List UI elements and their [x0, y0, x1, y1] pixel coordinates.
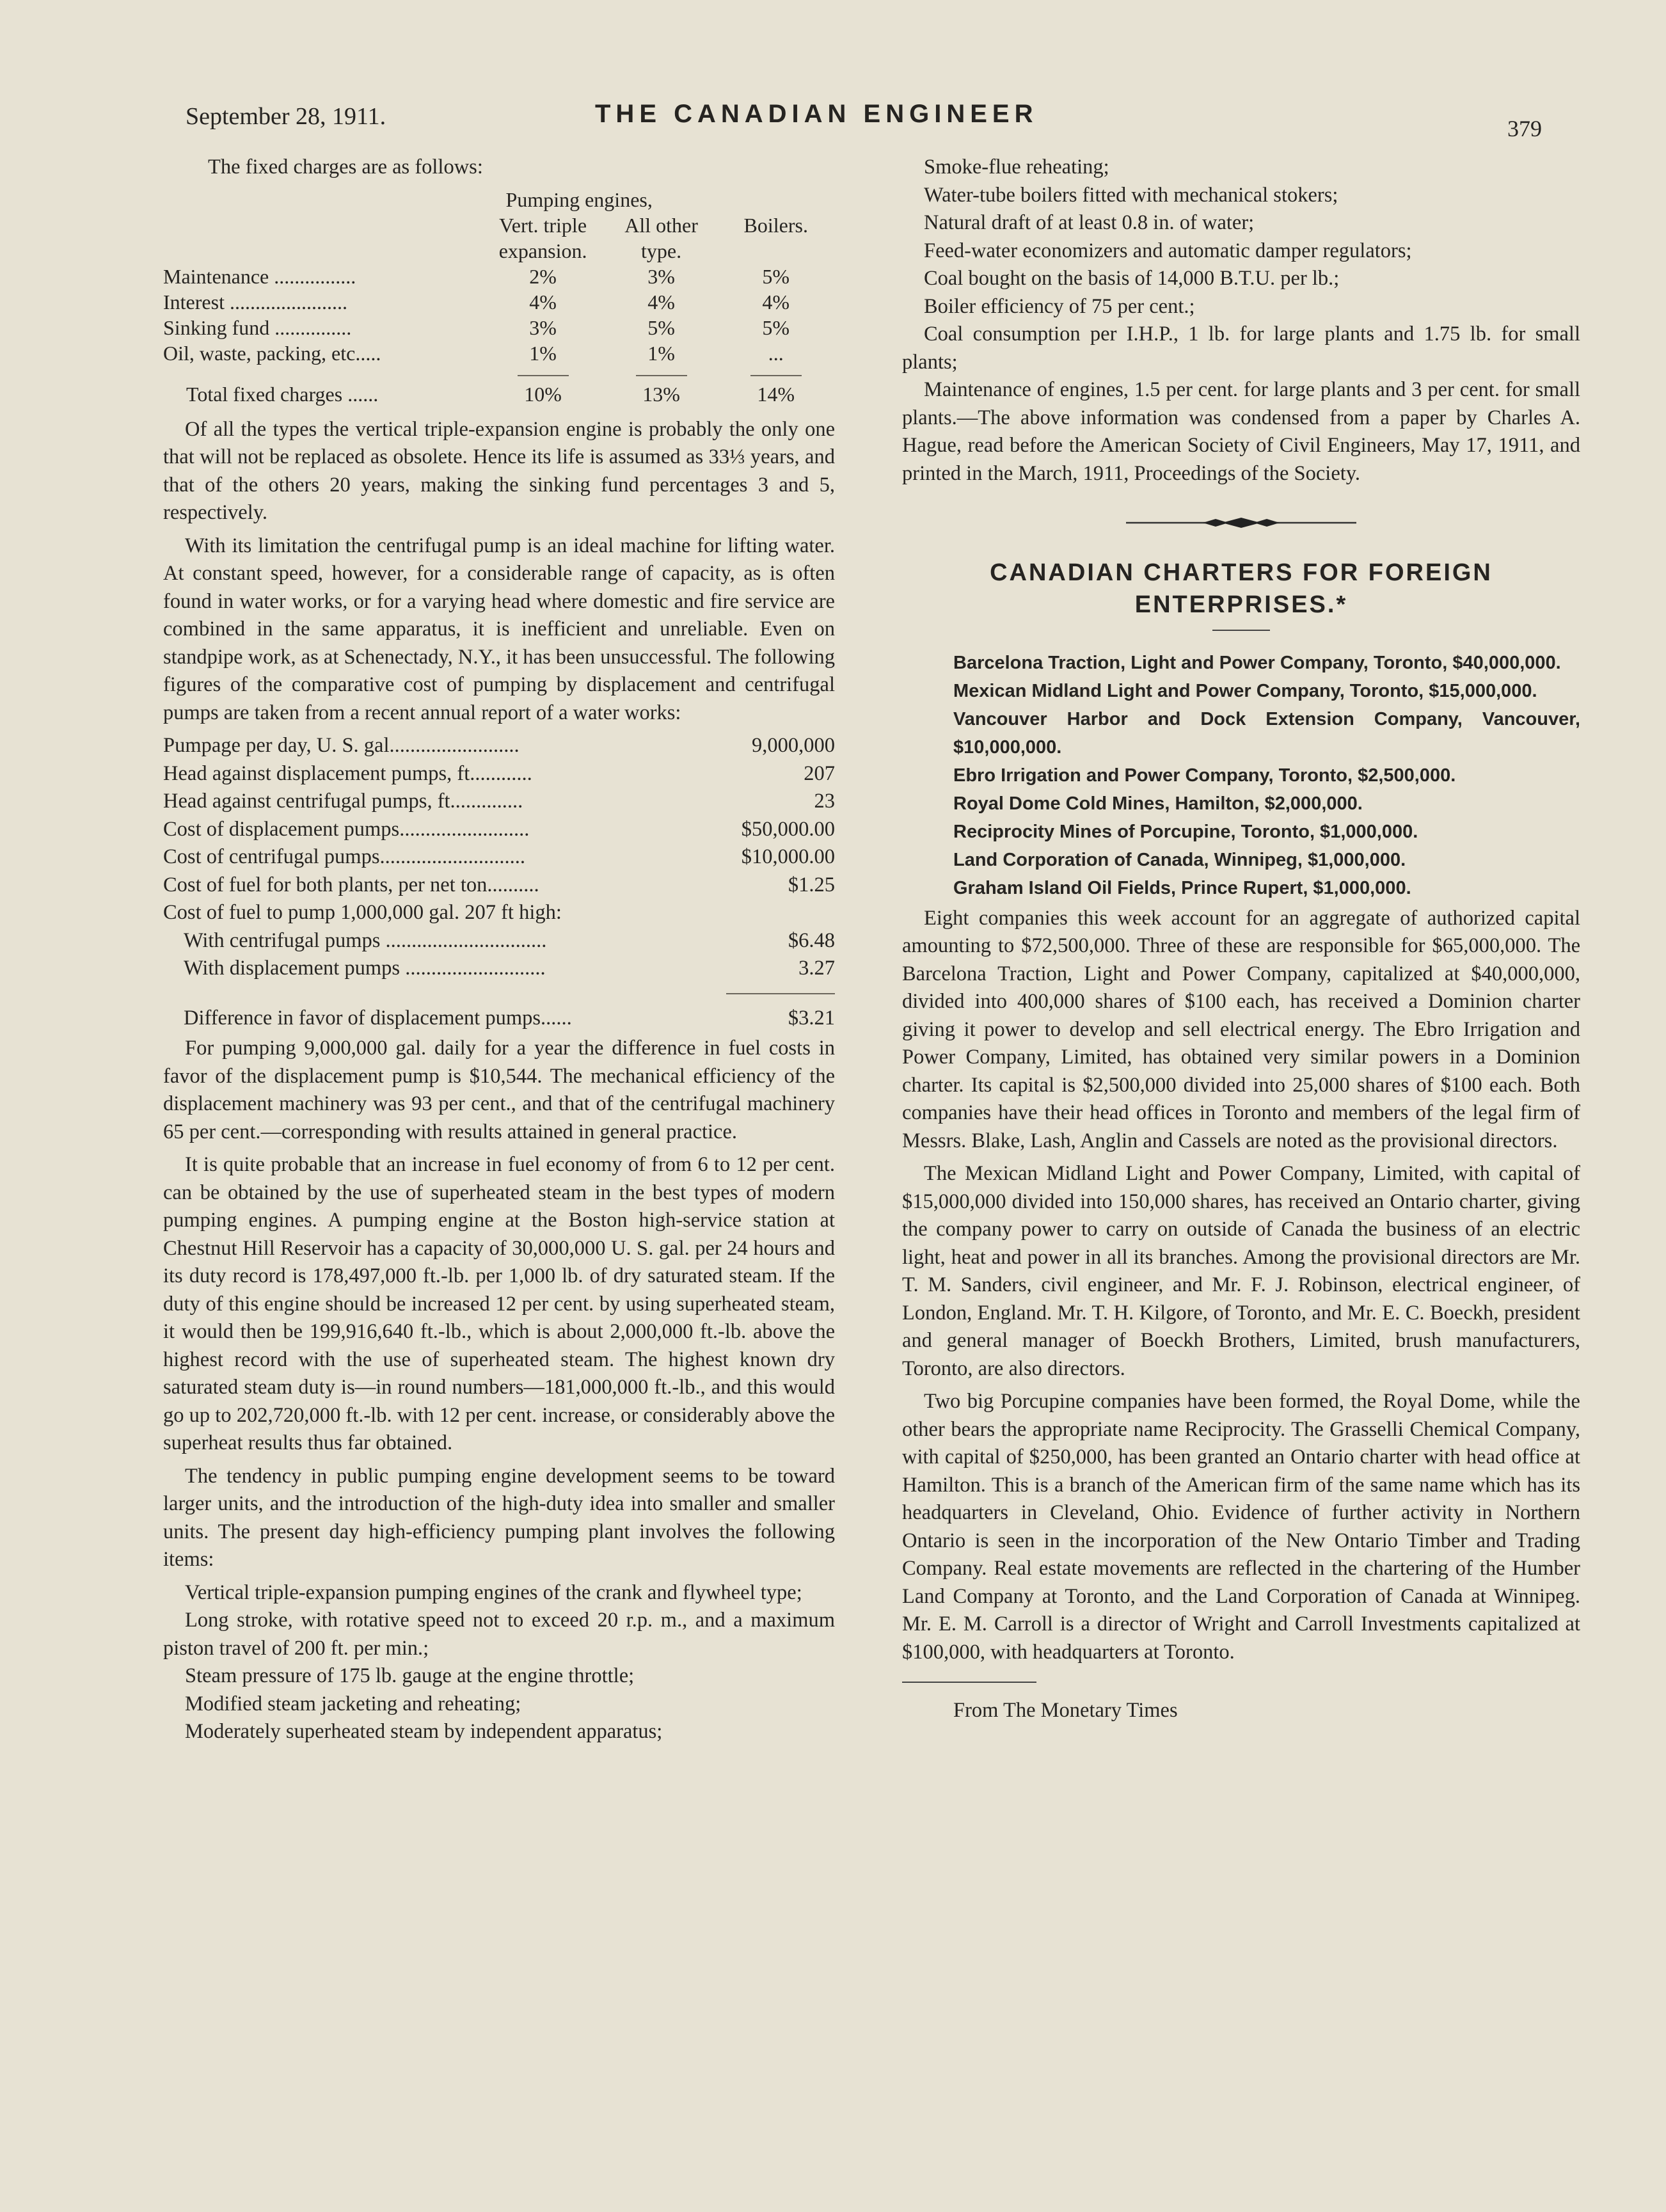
- sum-rule: [726, 993, 835, 1005]
- left-column: [163, 154, 835, 1746]
- list-item: Pumpage per day, U. S. gal......................... 9,000,000: [163, 734, 835, 757]
- list-item: Land Corporation of Canada, Winnipeg, $1,000,000.: [953, 849, 1406, 870]
- paragraph: Eight companies this week account for an aggregate of authorized capital amounting to $72,500,000. Three of these are responsible for $65,000,000. The Barcelona Traction, Light and Power Company, capitalized at $40,000,000, divided into 400,000 shares of $100 each, has received a Dominion charter giving it power to develop and sell electrical energy. The Ebro Irrigation and Power Company, Limited, has obtained very similar powers in a Dominion charter. Its capital is $2,500,000 divided into 25,000 shares of $100 each. Both companies have their head offices in Toronto and members of the legal firm of Messrs. Blake, Lash, Anglin and Cassels are noted as the provisional directors.: [902, 906, 1580, 1152]
- sum-rule: [750, 375, 802, 381]
- list-item: Mexican Midland Light and Power Company, Toronto, $15,000,000.: [953, 680, 1537, 701]
- paragraph: The tendency in public pumping engine development seems to be toward larger units, and the introduction of the high-duty idea into smaller and smaller units. The present day high-efficiency pumping plant involves the following items:: [163, 1464, 835, 1571]
- list-item: Barcelona Traction, Light and Power Company, Toronto, $40,000,000.: [953, 652, 1561, 673]
- footnote-rule: [902, 1682, 1036, 1683]
- col-group-heading: Pumping engines,: [505, 187, 653, 211]
- list-item: Boiler efficiency of 75 per cent.;: [924, 294, 1195, 318]
- list-item: Cost of displacement pumps......................... $50,000.00: [163, 817, 835, 841]
- list-item: Reciprocity Mines of Porcupine, Toronto, $1,000,000.: [953, 821, 1418, 842]
- list-item: Vancouver Harbor and Dock Extension Company, Vancouver, $10,000,000.: [953, 708, 1580, 758]
- right-column: [902, 154, 1580, 1725]
- table-row: Oil, waste, packing, etc..... 1% 1% ...: [163, 341, 784, 365]
- cost-comparison-list: [163, 732, 835, 1032]
- col-heading: All other: [624, 213, 698, 237]
- list-item: Coal consumption per I.H.P., 1 lb. for large plants and 1.75 lb. for small plants;: [902, 322, 1580, 374]
- table-total-row: Total fixed charges ...... 10% 13% 14%: [186, 382, 795, 406]
- section-title: CANADIAN CHARTERS FOR FOREIGN ENTERPRISES.*: [990, 559, 1493, 618]
- list-item: Steam pressure of 175 lb. gauge at the engine throttle;: [185, 1664, 635, 1687]
- list-item: Moderately superheated steam by independent apparatus;: [185, 1720, 663, 1743]
- page-number: 379: [1507, 116, 1542, 141]
- plant-items-list: [163, 1579, 835, 1746]
- paragraph: It is quite probable that an increase in fuel economy of from 6 to 12 per cent. can be obtained by the use of superheated steam in the best types of modern pumping engines. A pumping engine at the Boston high-service station at Chestnut Hill Reservoir has a capacity of 30,000,000 U. S. gal. per 24 hours and its duty record is 178,497,000 ft.-lb. per 1,000 lb. of dry saturated steam. If the duty of this engine should be increased 12 per cent. by using superheated steam, it would then be 199,916,640 ft.-lb., which is about 2,000,000 ft.-lb. above the highest record with the use of superheated steam. The highest known dry saturated steam duty is—in round numbers—181,000,000 ft.-lb., and this would go up to 202,720,000 ft.-lb. with 12 per cent. increase, or considerably above the superheat results thus far obtained.: [163, 1153, 835, 1454]
- list-item: Coal bought on the basis of 14,000 B.T.U. per lb.;: [924, 267, 1340, 290]
- col-heading: expansion.: [498, 239, 587, 262]
- list-item: Maintenance of engines, 1.5 per cent. for large plants and 3 per cent. for small plants.—The above information was condensed from a paper by Charles A. Hague, read before the American Society of Civil Engineers, May 17, 1911, and printed in the March, 1911, Proceedings of the Society.: [902, 378, 1580, 485]
- paragraph: Two big Porcupine companies have been formed, the Royal Dome, while the other bears the appropriate name Reciprocity. The Grasselli Chemical Company, with capital of $250,000, has been granted an Ontario charter with head office at Hamilton. This is a branch of the American firm of the same name which has its headquarters in Cleveland, Ohio. Evidence of further activity in Northern Ontario is seen in the incorporation of the New Ontario Timber and Trading Company. Real estate movements are reflected in the chartering of the Humber Land Company at Toronto, and the Land Corporation of Canada at Winnipeg. Mr. E. M. Carroll is a director of Wright and Carroll Investments capitalized at $100,000, with headquarters at Toronto.: [902, 1390, 1580, 1664]
- list-item: Long stroke, with rotative speed not to exceed 20 r.p. m., and a maximum piston travel of 200 ft. per min.;: [163, 1609, 835, 1660]
- paragraph: With its limitation the centrifugal pump is an ideal machine for lifting water. At constant speed, however, for a considerable range of capacity, as is often found in water works, or for a varying head where domestic and fire service are combined in the same apparatus, it is inefficient and unreliable. Even on standpipe work, as at Schenectady, N.Y., it has been unsuccessful. The following figures of the comparative cost of pumping by displacement and centrifugal pumps are taken from a recent annual report of a water works:: [163, 534, 835, 724]
- title-rule: [1212, 630, 1270, 631]
- list-item: With displacement pumps ........................... 3.27: [184, 957, 835, 980]
- table-row: Maintenance ................ 2% 3% 5%: [163, 264, 790, 288]
- plant-items-list-continued: [902, 154, 1580, 488]
- list-item: Cost of fuel to pump 1,000,000 gal. 207 ft high:: [163, 901, 562, 924]
- table-header-row: [163, 187, 835, 212]
- list-item: Royal Dome Cold Mines, Hamilton, $2,000,000.: [953, 793, 1363, 814]
- list-item: Feed-water economizers and automatic damper regulators;: [924, 239, 1412, 262]
- paragraph: For pumping 9,000,000 gal. daily for a year the difference in fuel costs in favor of the displacement pump is $10,544. The mechanical efficiency of the displacement machinery was 93 per cent., and that of the centrifugal machinery 65 per cent.—corresponding with results attained in general practice.: [163, 1037, 835, 1143]
- table-row: Interest ....................... 4% 4% 4%: [163, 290, 790, 314]
- journal-title: THE CANADIAN ENGINEER: [595, 100, 1038, 128]
- difference-row: Difference in favor of displacement pumps...... $3.21: [184, 1006, 835, 1030]
- list-item: Modified steam jacketing and reheating;: [185, 1692, 521, 1715]
- list-item: Ebro Irrigation and Power Company, Toronto, $2,500,000.: [953, 765, 1456, 786]
- list-item: Vertical triple-expansion pumping engines of the crank and flywheel type;: [185, 1580, 802, 1604]
- charters-list: [902, 649, 1580, 902]
- col-heading: Vert. triple: [499, 213, 587, 237]
- list-item: Cost of fuel for both plants, per net ton.......... $1.25: [163, 873, 835, 896]
- sum-rule: [636, 375, 687, 381]
- paragraph: The Mexican Midland Light and Power Company, Limited, with capital of $15,000,000 divided into 150,000 shares, has received an Ontario charter, giving the company power to carry on outside of Canada the business of an electric light, heat and power in all its branches. Among the provisional directors are Mr. T. M. Sanders, civil engineer, and Mr. F. J. Robinson, electrical engineer, of London, England. Mr. T. H. Kilgore, of Toronto, and Mr. E. C. Boeckh, president and general manager of Boeckh Brothers, Limited, brush manufacturers, Toronto, are also directors.: [902, 1162, 1580, 1380]
- issue-date: September 28, 1911.: [186, 103, 386, 130]
- col-heading: type.: [641, 239, 682, 262]
- fixed-charges-table: [163, 187, 835, 407]
- list-item: Smoke-flue reheating;: [924, 155, 1109, 179]
- section-divider-ornament: [902, 509, 1580, 537]
- list-item: With centrifugal pumps ............................... $6.48: [184, 928, 835, 952]
- list-item: Water-tube boilers fitted with mechanical stokers;: [924, 183, 1338, 207]
- table-header-row: [163, 212, 835, 238]
- footnote: From The Monetary Times: [953, 1699, 1178, 1722]
- paragraph: Of all the types the vertical triple-expansion engine is probably the only one that will not be replaced as obsolete. Hence its life is assumed as 33⅓ years, and that of the others 20 years, making the sinking fund percentages 3 and 5, respectively.: [163, 417, 835, 524]
- page-header: [186, 96, 1542, 141]
- table-header-row: [163, 238, 835, 264]
- list-item: Graham Island Oil Fields, Prince Rupert, $1,000,000.: [953, 877, 1411, 898]
- col-heading: Boilers.: [743, 213, 808, 237]
- table-row: Sinking fund ............... 3% 5% 5%: [163, 315, 790, 339]
- list-item: Head against centrifugal pumps, ft.............. 23: [163, 790, 835, 813]
- list-item: Natural draft of at least 0.8 in. of water;: [924, 211, 1255, 234]
- table-rule-row: [163, 366, 835, 381]
- divider-ornament-icon: [1126, 516, 1356, 529]
- list-item: Cost of centrifugal pumps............................ $10,000.00: [163, 845, 835, 868]
- fixed-charges-intro: The fixed charges are as follows:: [208, 155, 483, 179]
- sum-rule: [518, 375, 569, 381]
- list-item: Head against displacement pumps, ft............ 207: [163, 761, 835, 785]
